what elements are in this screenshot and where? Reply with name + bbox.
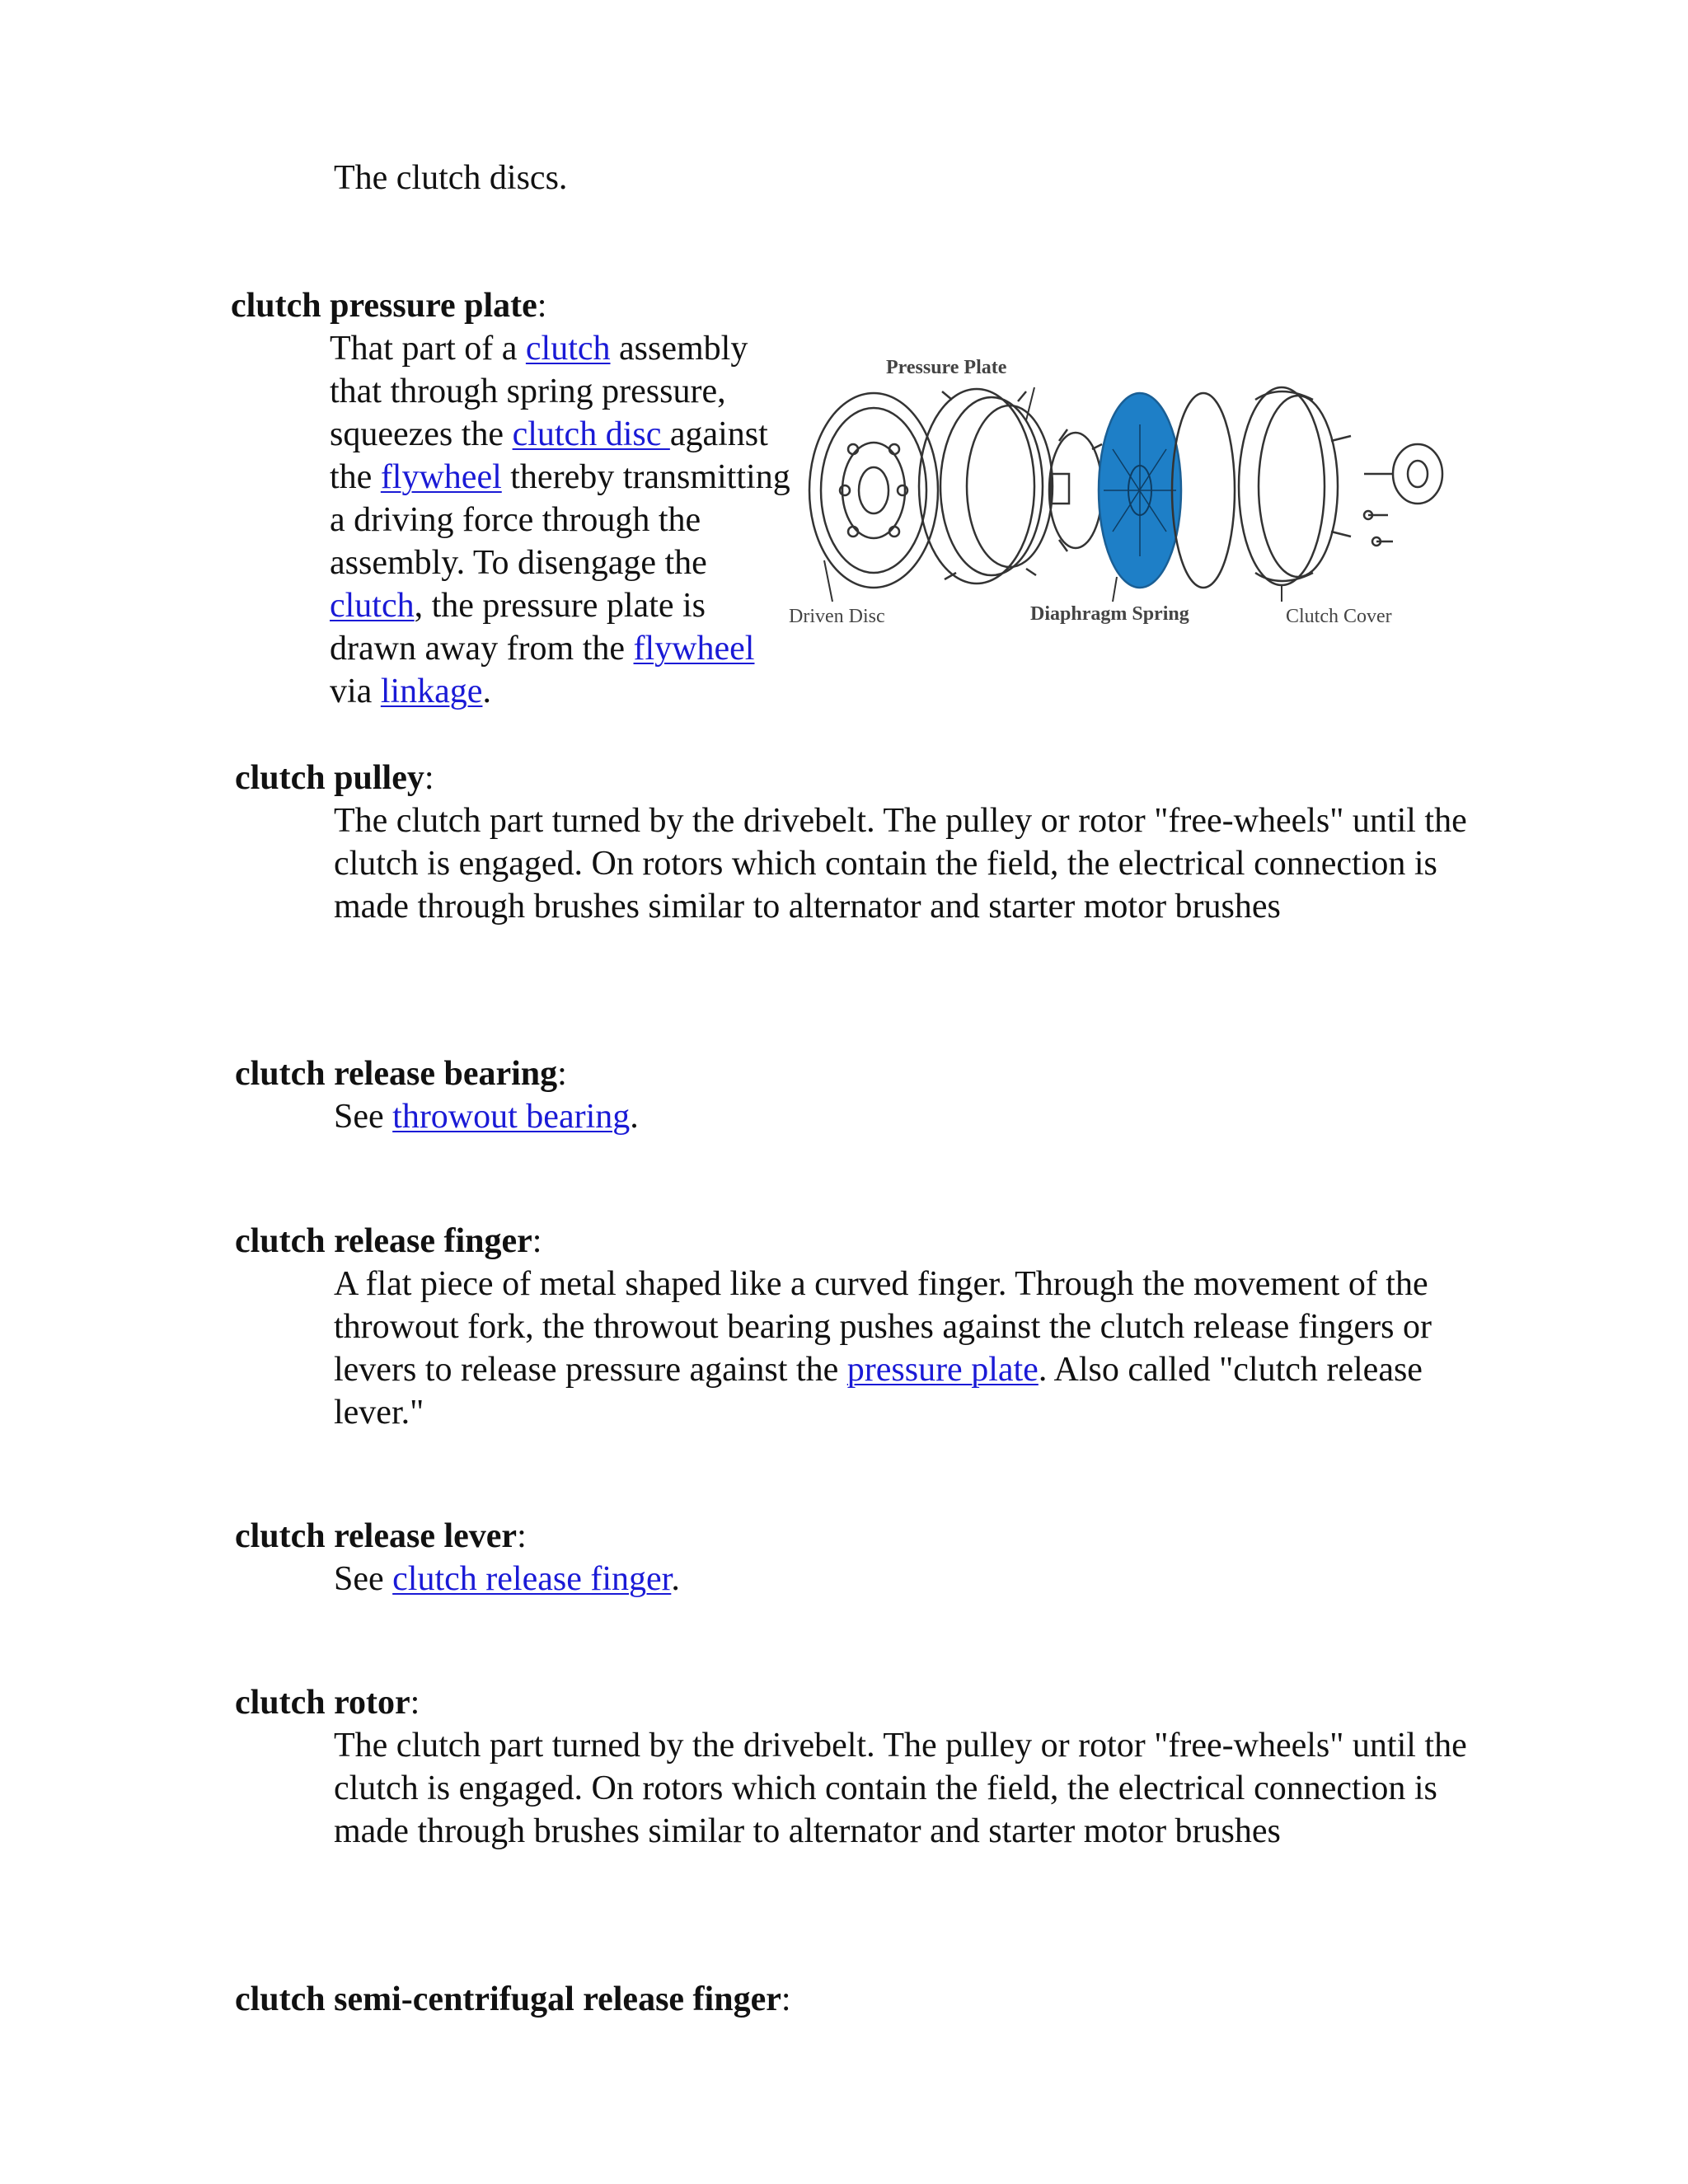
- release-bearing-illustration: [1364, 444, 1442, 546]
- term-colon: :: [557, 1055, 567, 1093]
- def-text: That part of a: [330, 330, 526, 368]
- term-colon: :: [537, 287, 547, 325]
- term-clutch-pressure-plate: [231, 284, 546, 327]
- term-label: clutch pressure plate: [231, 287, 537, 325]
- term-label: clutch rotor: [235, 1684, 410, 1722]
- definition-clutch-rotor: The clutch part turned by the drivebelt. The pulley or rotor "free-wheels" until the clutch is engaged. On rotors which contain the field, the electrical connection is made through brushes similar to alternator and starter motor brushes: [334, 1727, 1467, 1850]
- link-pressure-plate[interactable]: pressure plate: [846, 1351, 1039, 1389]
- link-clutch[interactable]: clutch: [330, 587, 415, 625]
- label-driven-disc: Driven Disc: [789, 606, 885, 627]
- label-clutch-cover: Clutch Cover: [1286, 606, 1392, 627]
- term-label: clutch release finger: [235, 1222, 532, 1260]
- def-text: A flat piece of metal shaped like a curved finger. Through the movement of the throwout fork, the throwout bearing pushes against the clutch release fingers or levers to release pressure against the: [334, 1265, 1432, 1389]
- def-text: via: [330, 673, 381, 710]
- def-text: thereby transmitting a driving force through the assembly. To disengage the: [330, 458, 790, 582]
- label-pressure-plate: Pressure Plate: [886, 357, 1007, 378]
- term-clutch-semi-centrifugal-release-finger: [235, 1978, 791, 2021]
- def-text: See: [334, 1098, 393, 1136]
- def-text: See: [334, 1560, 393, 1598]
- definition-clutch-release-finger: [334, 1263, 1471, 1434]
- definition-clutch-release-bearing: [334, 1095, 639, 1138]
- term-colon: :: [410, 1684, 420, 1722]
- intro-text: The clutch discs.: [334, 159, 568, 197]
- term-colon: :: [517, 1517, 527, 1555]
- term-clutch-release-bearing: [235, 1052, 567, 1095]
- pressure-plate-illustration: [919, 389, 1053, 583]
- term-clutch-pulley: [235, 757, 434, 799]
- retainer-parts-illustration: [1049, 429, 1102, 551]
- term-colon: :: [781, 1980, 791, 2018]
- term-clutch-release-finger: [235, 1220, 542, 1263]
- term-colon: :: [424, 759, 434, 797]
- link-flywheel[interactable]: flywheel: [633, 630, 755, 668]
- def-text: .: [671, 1560, 680, 1598]
- definition-clutch-pressure-plate: [330, 327, 791, 713]
- link-throwout-bearing[interactable]: throwout bearing: [392, 1098, 631, 1136]
- def-text: , the pressure plate is drawn away from the: [330, 587, 706, 668]
- term-label: clutch pulley: [235, 759, 424, 797]
- term-colon: :: [532, 1222, 542, 1260]
- def-text: .: [630, 1098, 639, 1136]
- definition-clutch-pulley: The clutch part turned by the drivebelt. The pulley or rotor "free-wheels" until the clutch is engaged. On rotors which contain the field, the electrical connection is made through brushes similar to alternator and starter motor brushes: [334, 802, 1467, 926]
- term-label: clutch semi-centrifugal release finger: [235, 1980, 781, 2018]
- label-diaphragm-spring: Diaphragm Spring: [1030, 603, 1189, 625]
- term-clutch-rotor: [235, 1681, 420, 1724]
- def-text: assembly that through spring pressure, squeezes the: [330, 330, 748, 453]
- link-clutch-disc[interactable]: clutch disc: [512, 415, 670, 453]
- def-text: .: [482, 673, 491, 710]
- leader-line: [824, 560, 832, 602]
- clutch-cover-illustration: [1239, 387, 1351, 585]
- link-linkage[interactable]: linkage: [380, 673, 483, 710]
- leader-line: [1113, 577, 1117, 602]
- term-label: clutch release lever: [235, 1517, 518, 1555]
- clutch-exploded-diagram: [787, 350, 1455, 639]
- link-flywheel[interactable]: flywheel: [380, 458, 502, 496]
- term-label: clutch release bearing: [235, 1055, 558, 1093]
- def-text: against the: [330, 415, 768, 496]
- link-clutch-release-finger[interactable]: clutch release finger: [392, 1560, 672, 1598]
- term-clutch-release-lever: [235, 1515, 527, 1558]
- link-clutch[interactable]: clutch: [525, 330, 611, 368]
- definition-clutch-release-lever: [334, 1558, 680, 1601]
- diaphragm-spring-illustration: [1099, 393, 1181, 588]
- def-text: . Also called "clutch release lever.": [334, 1351, 1423, 1432]
